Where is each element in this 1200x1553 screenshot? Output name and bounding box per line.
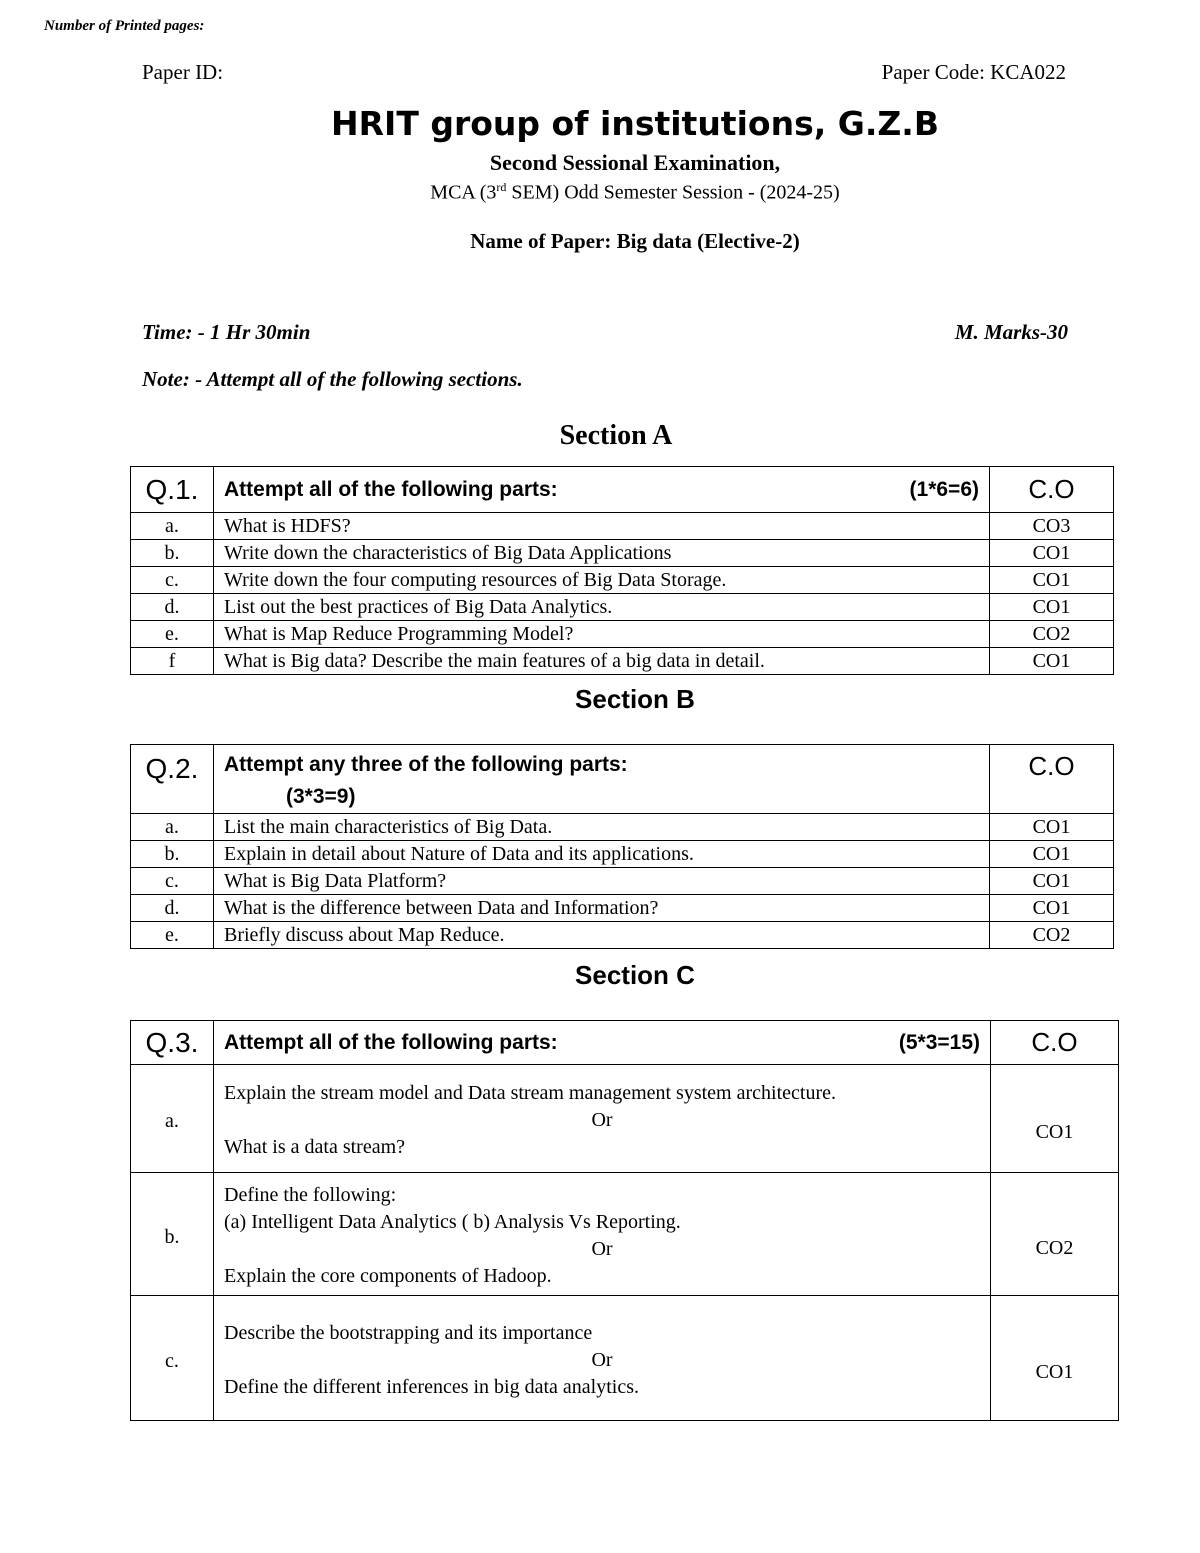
table-row (131, 540, 1114, 567)
max-marks-label: M. Marks-30 (954, 320, 1068, 344)
part-label: c. (131, 1296, 214, 1421)
section-c-title: Section C (575, 960, 695, 990)
co-header: C.O (990, 467, 1114, 513)
part-co: CO1 (990, 841, 1114, 868)
exam-title: Second Sessional Examination, (489, 150, 781, 175)
table-row (131, 841, 1114, 868)
part-co: CO3 (990, 513, 1114, 540)
or-separator: Or (591, 1238, 613, 1260)
session-line (0, 180, 1200, 205)
part-question: Explain in detail about Nature of Data and its applications. (214, 841, 990, 868)
section-b-title: Section B (575, 684, 695, 714)
part-co: CO1 (990, 648, 1114, 675)
paper-name: Name of Paper: Big data (Elective-2) (470, 229, 800, 253)
question-number: Q.2. (131, 745, 214, 814)
table-row (131, 922, 1114, 949)
table-row (131, 1173, 1119, 1296)
question-line: (a) Intelligent Data Analytics ( b) Analysis Vs Reporting. (224, 1211, 681, 1233)
part-question: Briefly discuss about Map Reduce. (214, 922, 990, 949)
part-question: Write down the four computing resources of Big Data Storage. (214, 567, 990, 594)
table-row (131, 814, 1114, 841)
question-line: Describe the bootstrapping and its importance (224, 1321, 593, 1344)
or-separator: Or (591, 1348, 613, 1371)
instruction-text: Attempt all of the following parts: (224, 1030, 558, 1054)
table-row (131, 621, 1114, 648)
part-question: What is Big data? Describe the main features of a big data in detail. (214, 648, 990, 675)
note-text: Note: - Attempt all of the following sections. (142, 367, 523, 391)
instruction-text: Attempt any three of the following parts: (224, 753, 628, 776)
institution-title: HRIT group of institutions, G.Z.B (331, 104, 939, 143)
table-row (131, 648, 1114, 675)
part-question (214, 1173, 991, 1296)
part-co: CO1 (990, 540, 1114, 567)
part-label: c. (131, 868, 214, 895)
part-co: CO1 (991, 1065, 1119, 1173)
question-line: Define the different inferences in big data analytics. (224, 1375, 640, 1398)
printed-pages-label: Number of Printed pages: (44, 18, 205, 34)
part-label: b. (131, 540, 214, 567)
part-label: a. (131, 513, 214, 540)
section-b-table (130, 744, 1114, 949)
part-question: List the main characteristics of Big Data. (214, 814, 990, 841)
paper-code-label: Paper Code: KCA022 (881, 60, 1066, 84)
part-label: e. (131, 922, 214, 949)
question-instruction (214, 1021, 991, 1065)
part-label: d. (131, 895, 214, 922)
question-line: Define the following: (224, 1184, 397, 1206)
part-label: b. (131, 1173, 214, 1296)
part-question: What is HDFS? (214, 513, 990, 540)
co-header: C.O (991, 1021, 1119, 1065)
table-row (131, 567, 1114, 594)
table-row (131, 895, 1114, 922)
marks-distribution: (3*3=9) (286, 785, 356, 808)
part-label: f (131, 648, 214, 675)
question-instruction (214, 467, 990, 513)
session-post: SEM) Odd Semester Session - (2024-25) (506, 181, 840, 204)
question-number: Q.1. (131, 467, 214, 513)
part-question: What is the difference between Data and Information? (214, 895, 990, 922)
part-question: List out the best practices of Big Data Analytics. (214, 594, 990, 621)
table-row (131, 1065, 1119, 1173)
part-label: d. (131, 594, 214, 621)
table-row (131, 868, 1114, 895)
or-separator: Or (591, 1109, 613, 1131)
time-label: Time: - 1 Hr 30min (142, 320, 311, 344)
session-pre: MCA (3 (430, 181, 497, 204)
section-a-header-row (131, 467, 1114, 513)
section-c-table (130, 1020, 1119, 1421)
table-row (131, 594, 1114, 621)
part-label: e. (131, 621, 214, 648)
part-co: CO1 (990, 895, 1114, 922)
question-line: Explain the stream model and Data stream management system architecture. (224, 1082, 836, 1104)
paper-id-label: Paper ID: (142, 60, 224, 84)
part-co: CO2 (990, 922, 1114, 949)
question-instruction (214, 745, 990, 814)
part-co: CO2 (991, 1173, 1119, 1296)
session-sup: rd (496, 180, 507, 194)
question-number: Q.3. (131, 1021, 214, 1065)
part-co: CO1 (991, 1296, 1119, 1421)
part-question: What is Map Reduce Programming Model? (214, 621, 990, 648)
table-row (131, 513, 1114, 540)
part-co: CO1 (990, 594, 1114, 621)
part-label: b. (131, 841, 214, 868)
part-co: CO1 (990, 868, 1114, 895)
part-co: CO1 (990, 567, 1114, 594)
question-line: Explain the core components of Hadoop. (224, 1265, 552, 1287)
marks-distribution: (5*3=15) (898, 1030, 980, 1054)
part-label: c. (131, 567, 214, 594)
part-question: Write down the characteristics of Big Data Applications (214, 540, 990, 567)
section-b-header-row (131, 745, 1114, 814)
section-a-title: Section A (559, 420, 673, 451)
part-question (214, 1296, 991, 1421)
part-label: a. (131, 814, 214, 841)
instruction-text: Attempt all of the following parts: (224, 477, 558, 501)
section-a-table (130, 466, 1114, 675)
marks-distribution: (1*6=6) (909, 477, 979, 501)
part-question (214, 1065, 991, 1173)
part-co: CO1 (990, 814, 1114, 841)
table-row (131, 1296, 1119, 1421)
part-question: What is Big Data Platform? (214, 868, 990, 895)
co-header: C.O (990, 745, 1114, 814)
question-line: What is a data stream? (224, 1136, 406, 1158)
part-co: CO2 (990, 621, 1114, 648)
section-c-header-row (131, 1021, 1119, 1065)
part-label: a. (131, 1065, 214, 1173)
